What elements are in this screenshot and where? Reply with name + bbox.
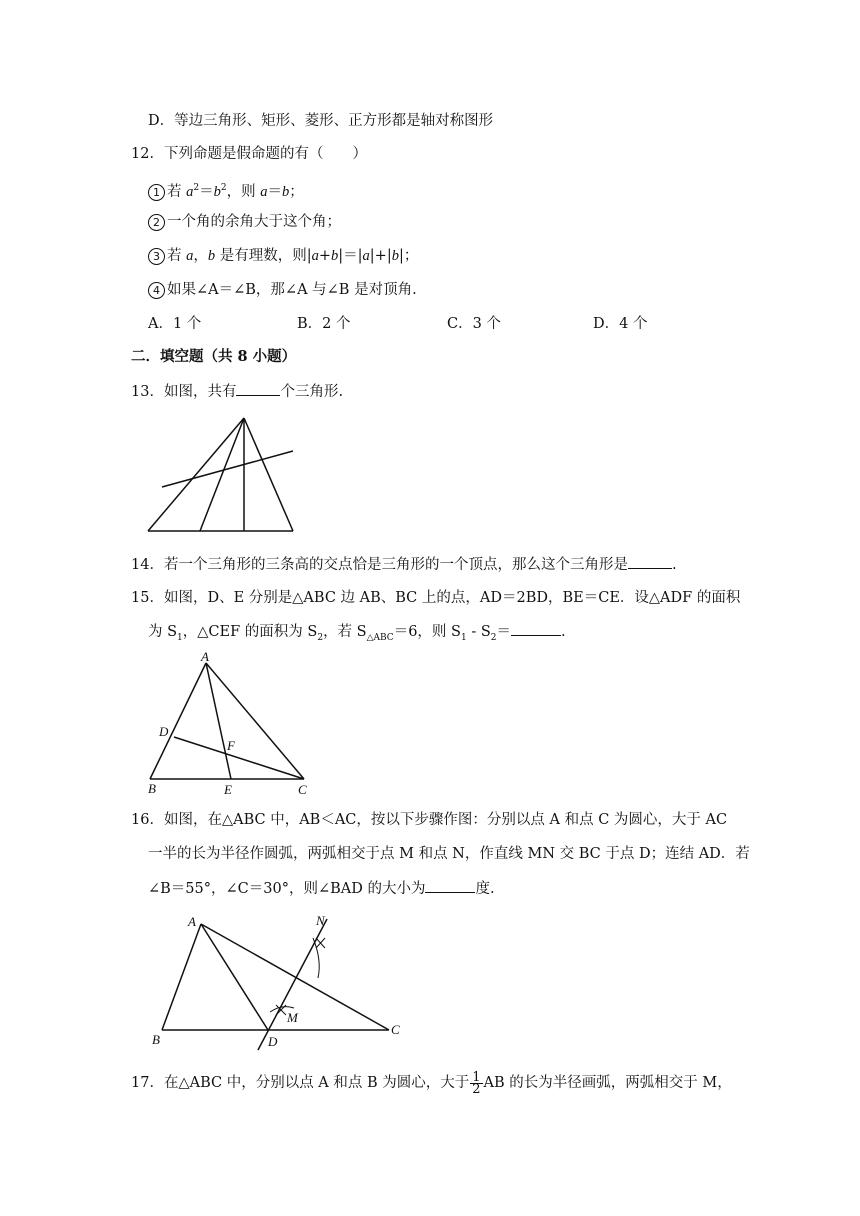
q17-text: 17．在△ABC 中，分别以点 A 和点 B 为圆心，大于 $\frac{1}{2}$ AB 的长为半径画弧，两弧相交于 M，	[131, 1069, 732, 1097]
label-a: A	[188, 914, 196, 929]
q12-item-2: 2 一个角的余角大于这个角；	[148, 212, 341, 232]
q12-item-3: 3 若 a，b 是有理数，则|a+b|＝|a|+|b|；	[148, 246, 418, 266]
q12-option-a: A．1 个	[148, 316, 202, 332]
q15-line-1: 15．如图，D、E 分别是△ABC 边 AB、BC 上的点，AD＝2BD，BE＝CE．设△ADF 的面积	[131, 590, 741, 606]
q12-item-4: 4 如果∠A＝∠B，那∠A 与∠B 是对顶角.	[148, 280, 417, 300]
label-b: B	[148, 781, 156, 796]
q12-stem: 12．下列命题是假命题的有（ ）	[131, 146, 367, 162]
label-e: E	[224, 782, 232, 797]
q13-text: 13．如图，共有 个三角形.	[131, 381, 343, 402]
label-c: C	[298, 782, 307, 797]
q16-line-3: ∠B＝55°，∠C＝30°，则∠BAD 的大小为 度.	[148, 878, 495, 899]
label-c: C	[391, 1022, 400, 1037]
q16-line-2: 一半的长为半径作圆弧，两弧相交于点 M 和点 N，作直线 MN 交 BC 于点 D；连结 AD．若	[148, 846, 750, 862]
q12-option-d: D．4 个	[593, 316, 648, 332]
label-m: M	[287, 1010, 298, 1025]
item-number-circle: 4	[148, 282, 165, 299]
q15-line-2: 为 $S_1$，△CEF 的面积为 $S_2$，若 $S_{\triangle ABC}=6$，则 $S_1 - S_2=$ .	[148, 621, 566, 648]
fraction-one-half: $\frac{1}{2}$	[472, 1069, 481, 1097]
label-n: N	[316, 913, 325, 928]
label-f: F	[227, 738, 235, 753]
q12-item-1: 1 若 $a^2=b^2$，则 a＝b；	[148, 178, 304, 202]
item-number-circle: 2	[148, 214, 165, 231]
item-number-circle: 1	[148, 184, 165, 201]
label-d: D	[268, 1034, 278, 1049]
q12-option-c: C．3 个	[447, 316, 501, 332]
q11-option-d: D．等边三角形、矩形、菱形、正方形都是轴对称图形	[148, 113, 494, 129]
item-number-circle: 3	[148, 248, 165, 265]
label-b: B	[152, 1032, 160, 1047]
q14-text: 14．若一个三角形的三条高的交点恰是三角形的一个顶点，那么这个三角形是 .	[131, 554, 677, 575]
section-heading: 二．填空题（共 8 小题）	[131, 348, 297, 365]
label-d: D	[159, 724, 169, 739]
q16-line-1: 16．如图，在△ABC 中，AB＜AC，按以下步骤作图：分别以点 A 和点 C 为圆心，大于 AC	[131, 812, 728, 828]
label-a: A	[201, 649, 209, 664]
q12-option-b: B．2 个	[297, 316, 351, 332]
